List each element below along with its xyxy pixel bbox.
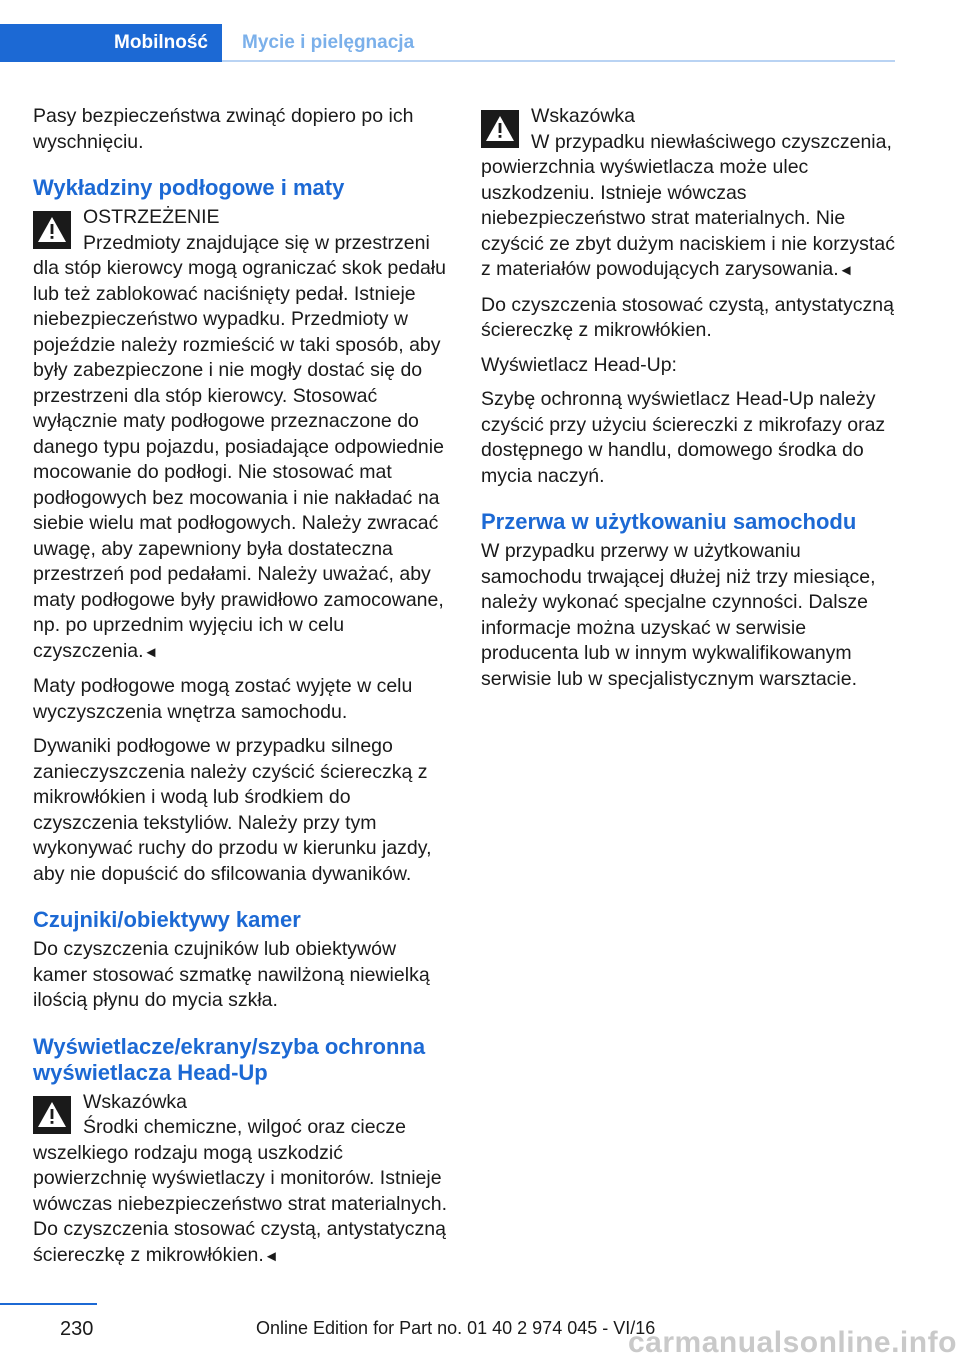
warning-block-floor-mats	[33, 205, 448, 665]
warning-body: W przypadku niewłaściwego czyszczenia, powierzchnia wyświetlacza może ulec uszkodzeniu. Istnieje wówczas niebezpieczeństwo strat materialnych. Nie czyścić ze zbyt dużym naciskiem i nie korzystać z materiałów powodujących zarysowania.	[481, 130, 895, 280]
paragraph: Do czyszczenia czujników lub obiektywów kamer stosować szmatkę nawilżoną niewielką ilością płynu do mycia szkła.	[33, 938, 430, 1011]
paragraph: Szybę ochronną wyświetlacz Head-Up należy czyścić przy użyciu ściereczki z mikrofazy oraz dostępnego w handlu, domowego środka do mycia naczyń.	[481, 388, 886, 487]
paragraph: W przypadku przerwy w użytkowaniu samochodu trwającej dłużej niż trzy miesiące, należy wykonać specjalne czynności. Dalsze informacje można uzyskać w serwisie producenta lub w innym wykwalifikowanym serwisie lub w specjalistycznym warsztacie.	[481, 540, 876, 690]
warning-block-displays	[33, 1090, 448, 1270]
section-title-displays: Wyświetlacze/ekrany/szyba ochronna wyświetlacza Head-Up	[33, 1033, 426, 1085]
tab-underline	[222, 60, 895, 62]
warning-heading: Wskazówka	[83, 1090, 188, 1113]
warning-triangle-icon	[33, 211, 71, 249]
edition-note: Online Edition for Part no. 01 40 2 974 045 - VI/16	[256, 1318, 656, 1338]
intro-paragraph: Pasy bezpieczeństwa zwinąć dopiero po ich wyschnięciu.	[33, 105, 414, 153]
header-tabbar	[0, 24, 895, 62]
section-title-floor-mats: Wykładziny podłogowe i maty	[33, 175, 345, 200]
warning-heading: Wskazówka	[531, 105, 636, 127]
tab-mycie-i-pielegnacja[interactable]: Mycie i pielęgnacja	[242, 32, 415, 53]
section-title-sensors: Czujniki/obiektywy kamer	[33, 907, 301, 932]
warning-heading: OSTRZEŻENIE	[83, 206, 220, 228]
right-column	[481, 104, 896, 701]
paragraph: Maty podłogowe mogą zostać wyjęte w celu wyczyszczenia wnętrza samochodu.	[33, 675, 413, 723]
section-title-storage: Przerwa w użytkowaniu samochodu	[481, 509, 857, 534]
page-number: 230	[60, 1318, 94, 1340]
left-column	[33, 104, 448, 1278]
warning-body: Środki chemiczne, wilgoć oraz ciecze wszelkiego rodzaju mogą uszkodzić powierzchnię wyświetlaczy i monitorów. Istnieje wówczas niebezpieczeństwo strat materialnych. Do czyszczenia stosować czystą, antystatyczną ściereczkę z mikrowłókien.	[33, 1116, 448, 1266]
footer-rule	[0, 1303, 97, 1305]
paragraph: Dywaniki podłogowe w przypadku silnego zanieczyszczenia należy czyścić ściereczką z mikrowłókien i wodą lub środkiem do czyszczenia tekstyliów. Należy przy tym wykonywać ruchy do przodu w kierunku jazdy, aby nie dopuścić do sfilcowania dywaników.	[33, 735, 432, 885]
end-mark: ◄	[838, 262, 854, 279]
tab-mobilnosc[interactable]: Mobilność	[0, 24, 222, 62]
end-mark: ◄	[263, 1247, 279, 1265]
warning-triangle-icon	[33, 1096, 71, 1134]
warning-body: Przedmioty znajdujące się w przestrzeni dla stóp kierowcy mogą ograniczać skok pedału lub też zablokować naciśnięty pedał. Istnieje niebezpieczeństwo wypadku. Przedmioty w pojeździe należy rozmieścić w taki sposób, aby były zabezpieczone i nie mogły dostać się do przestrzeni dla stóp kierowcy. Stosować wyłącznie maty podłogowe przeznaczone do danego typu pojazdu, posiadające odpowiednie mocowanie do podłogi. Nie stosować mat podłogowych bez mocowania i nie nakładać na siebie wielu mat podłogowych. Należy zwracać uwagę, aby zapewniony była dostateczna przestrzeń pod pedałami. Należy uważać, aby maty podłogowe były prawidłowo zamocowane, np. po uprzednim wyjęciu ich w celu czyszczenia.	[33, 231, 446, 662]
watermark: carmanualsonline.info	[628, 1326, 957, 1359]
warning-block-display-cleaning	[481, 104, 896, 284]
warning-triangle-icon	[481, 110, 519, 148]
end-mark: ◄	[143, 643, 159, 661]
paragraph: Wyświetlacz Head-Up:	[481, 353, 677, 376]
paragraph: Do czyszczenia stosować czystą, antystatyczną ściereczkę z mikrowłókien.	[481, 293, 894, 341]
